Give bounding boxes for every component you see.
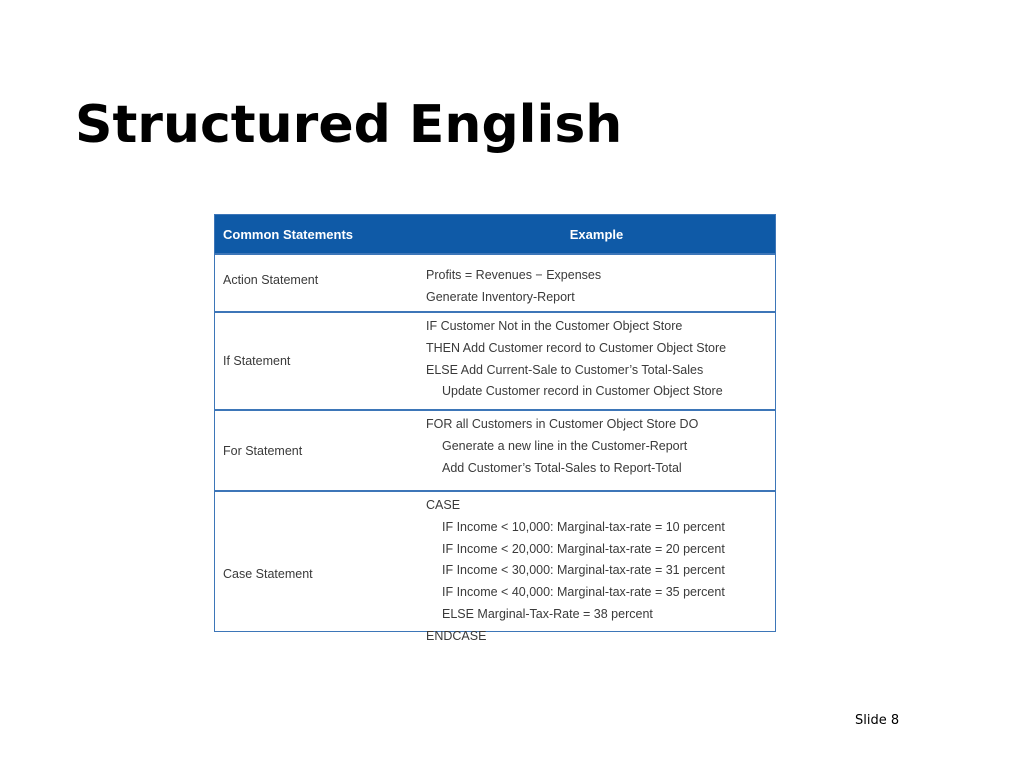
example-cell (418, 491, 775, 656)
statements-table (215, 215, 775, 656)
table-row-case-statement (215, 491, 775, 656)
example-line: IF Income < 30,000: Marginal-tax-rate = 31 percent (442, 563, 725, 578)
example-line: IF Customer Not in the Customer Object Store (426, 319, 683, 333)
example-line: IF Income < 20,000: Marginal-tax-rate = 20 percent (442, 541, 725, 556)
example-line: Generate a new line in the Customer-Report (442, 438, 688, 453)
example-line: FOR all Customers in Customer Object Store DO (426, 417, 699, 431)
header-common-statements: Common Statements (223, 226, 354, 242)
example-cell (418, 312, 775, 410)
example-line: IF Income < 10,000: Marginal-tax-rate = 10 percent (442, 519, 725, 534)
example-line: Profits = Revenues − Expenses (426, 268, 602, 283)
statement-label: Case Statement (215, 491, 418, 656)
structured-english-table (214, 214, 776, 643)
slide-number: Slide 8 (855, 713, 900, 728)
statement-label: If Statement (215, 312, 418, 410)
header-example: Example (569, 226, 624, 242)
table-header-row (215, 215, 775, 254)
example-line: IF Income < 40,000: Marginal-tax-rate = 35 percent (442, 585, 725, 600)
table-row-if-statement (215, 312, 775, 410)
example-line: ELSE Marginal-Tax-Rate = 38 percent (442, 606, 653, 621)
example-line: THEN Add Customer record to Customer Object Store (426, 340, 727, 355)
table-row-action-statement (215, 254, 775, 312)
example-line: Generate Inventory-Report (426, 290, 575, 305)
example-line: ENDCASE (426, 628, 487, 643)
example-cell (418, 410, 775, 491)
statement-label: For Statement (215, 410, 418, 491)
example-line: Add Customer’s Total-Sales to Report-Total (442, 460, 682, 475)
table-row-for-statement (215, 410, 775, 491)
example-line: ELSE Add Current-Sale to Customer’s Total-Sales (426, 362, 704, 377)
slide-title: Structured English (75, 95, 623, 155)
statement-label: Action Statement (215, 254, 418, 312)
example-line: Update Customer record in Customer Object Store (442, 384, 723, 399)
example-cell (418, 254, 775, 312)
example-line: CASE (426, 498, 461, 512)
